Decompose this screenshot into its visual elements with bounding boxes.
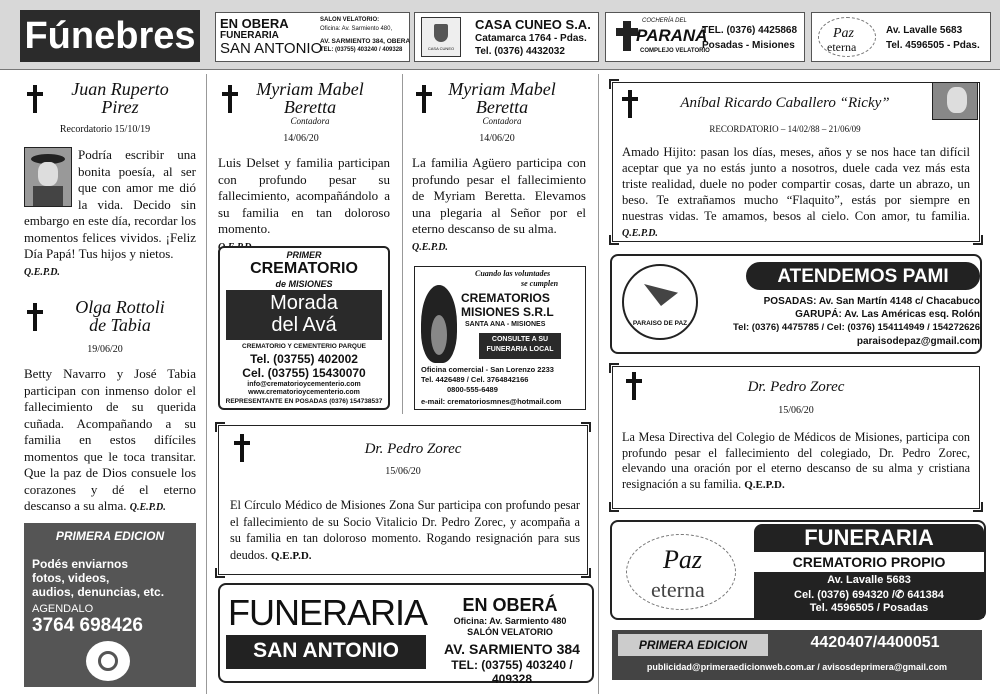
qepd: Q.E.P.D. bbox=[129, 502, 166, 513]
ad-casa-cuneo[interactable] bbox=[414, 12, 599, 62]
ad-obera-header[interactable] bbox=[215, 12, 410, 62]
obituary-name: Beretta bbox=[475, 97, 529, 117]
ad-paz-eterna[interactable]: Paz eterna FUNERARIA CREMATORIO PROPIO Av. Lavalle 5683 Cel. (0376) 694320 /✆ 641384 Tel. 4596505 / Posadas bbox=[610, 520, 986, 620]
frame-corner bbox=[609, 79, 619, 89]
ad-line: Podés enviarnos bbox=[32, 557, 129, 571]
ad-line: TEL: (03755) 403240 / 409328 bbox=[320, 47, 403, 53]
cross-icon bbox=[414, 85, 434, 113]
obituary-profession: Contadora bbox=[290, 116, 330, 126]
ad-line: CASA CUNEO S.A. bbox=[475, 17, 591, 32]
paz-eterna-logo: Paz eterna bbox=[626, 534, 736, 610]
obituary-name: Pirez bbox=[101, 97, 139, 117]
frame-corner bbox=[215, 568, 225, 578]
ad-line: AV. SARMIENTO 384, OBERA bbox=[320, 38, 411, 45]
ad-line: COMPLEJO VELATORIO bbox=[640, 48, 710, 54]
flame-icon bbox=[421, 285, 457, 363]
column-divider bbox=[402, 74, 403, 414]
obituary-text: Amado Hijito: pasan los días, meses, años y se nos hace tan difícil aceptar que ya no estás junto a nosotros, duele cada vez más esta triste realidad, duele no poder compartir cosas, darte un abrazo, un beso. Te extrañamos mucho “Flaquito”, estás por siempre en nuestras vidas. Te amamos, besos al cielo. Con amor, tu familia. Q.E.P.D. bbox=[622, 145, 970, 239]
obituary-date: 14/06/20 bbox=[479, 133, 515, 144]
ad-paz-eterna-header[interactable] bbox=[811, 12, 991, 62]
frame-corner bbox=[973, 502, 983, 512]
obituary-name: Myriam Mabel bbox=[256, 79, 364, 99]
cross-icon bbox=[620, 90, 640, 118]
frame-corner bbox=[973, 235, 983, 245]
cross-icon bbox=[25, 303, 45, 331]
obituary-name: Myriam Mabel bbox=[448, 79, 556, 99]
dove-logo-icon: PARAISO DE PAZ bbox=[622, 264, 698, 340]
ad-parana[interactable] bbox=[605, 12, 805, 62]
ad-line: FUNERARIA bbox=[220, 30, 279, 41]
obituary-text: Betty Navarro y José Tabia participan con inmenso dolor el fallecimiento de su querida cuñada. Acompañando a su familia en estos difíciles momentos que le toca transitar. Que la paz de Dios consuele los corazones y dé el eterno descanso a su alma. Q.E.P.D. bbox=[24, 366, 196, 513]
qepd: Q.E.P.D. bbox=[412, 241, 448, 253]
obituary-date: 19/06/20 bbox=[87, 344, 123, 355]
brand-logo: PRIMERA EDICION bbox=[618, 634, 768, 656]
ad-line: AGENDALO bbox=[32, 603, 94, 615]
obituary-date: RECORDATORIO – 14/02/88 – 21/06/09 bbox=[709, 124, 861, 134]
column-divider bbox=[206, 74, 207, 694]
qepd: Q.E.P.D. bbox=[24, 266, 60, 278]
obituary-text: La Mesa Directiva del Colegio de Médicos de Misiones, participa con profundo pesar el fallecimiento del colegiado, Dr. Pedro Zorec, elevando una oración por el eterno descanso de su alma y cristiana resignación a su familia. Q.E.P.D. bbox=[622, 430, 970, 491]
frame-corner bbox=[581, 422, 591, 432]
obituary-name: de Tabia bbox=[89, 315, 151, 335]
qepd: Q.E.P.D. bbox=[271, 549, 312, 562]
obituary-date: 15/06/20 bbox=[385, 466, 421, 477]
ad-line: EN OBERA bbox=[220, 16, 289, 31]
ad-primera-edicion[interactable] bbox=[24, 523, 196, 687]
ad-phone: 3764 698426 bbox=[32, 615, 143, 636]
ad-crematorios-misiones[interactable]: Cuando las voluntades se cumplen CREMATORIOS MISIONES S.R.L SANTA ANA - MISIONES CONSULTE A SU FUNERARIA LOCAL Oficina comercial - San Lorenzo 2233 Tel. 4426489 / Cel. 3764842166 0800-555-6489 e-mail: crematoriosmnes@hotmail.com bbox=[414, 266, 586, 410]
ad-line: Oficina: Av. Sarmiento 480, bbox=[320, 26, 393, 32]
obituary-name: Olga Rottoli bbox=[75, 297, 165, 317]
ad-primera-edicion-contact[interactable]: PRIMERA EDICION 4420407/4400051 publicidad@primeraedicionweb.com.ar / avisosdeprimera@gmail.com bbox=[612, 630, 982, 680]
ad-banner: SAN ANTONIO bbox=[226, 635, 426, 669]
column-divider bbox=[598, 74, 599, 694]
ad-paraiso-de-paz[interactable]: PARAISO DE PAZ ATENDEMOS PAMI POSADAS: Av. San Martín 4148 c/ Chacabuco GARUPÁ: Av. Las Américas esq. Rolón Tel: (0376) 4475785 / Cel: (0376) 154114949 / 154272626 paraisodepaz@gmail.com bbox=[610, 254, 982, 354]
obituary-name: Beretta bbox=[283, 97, 337, 117]
ad-line: Posadas - Misiones bbox=[702, 40, 795, 51]
obituary-date: 14/06/20 bbox=[283, 133, 319, 144]
cross-logo-icon bbox=[616, 21, 638, 51]
ad-line: audios, denuncias, etc. bbox=[32, 585, 165, 599]
ad-line: COCHERÍA DEL bbox=[642, 18, 687, 24]
portrait-photo bbox=[932, 82, 978, 120]
whatsapp-icon bbox=[86, 641, 130, 681]
ad-line: SALON VELATORIO: bbox=[320, 17, 380, 23]
ad-line: Tel. (0376) 4432032 bbox=[475, 46, 565, 57]
ad-funeraria-san-antonio[interactable]: FUNERARIA SAN ANTONIO EN OBERÁ Oficina: Av. Sarmiento 480 SALÓN VELATORIO AV. SARMIENTO 384 TEL: (03755) 403240 / 409328 bbox=[218, 583, 594, 683]
obituary-name: Dr. Pedro Zorec bbox=[364, 441, 462, 457]
ad-banner: FUNERARIA bbox=[754, 524, 984, 552]
ad-line: SAN ANTONIO bbox=[220, 40, 323, 57]
ad-line: Av. Lavalle 5683 bbox=[886, 25, 963, 36]
ad-line: Catamarca 1764 - Pdas. bbox=[475, 33, 587, 44]
frame-corner bbox=[215, 422, 225, 432]
cross-icon bbox=[25, 85, 45, 113]
obituary-text: El Círculo Médico de Misiones Zona Sur participa con profundo pesar el fallecimiento de su Socio Vitalicio Dr. Pedro Zorec, y acompaña a su familia en tan doloroso momento. Rogando resignación para sus deudos. Q.E.P.D. bbox=[230, 498, 580, 562]
obituary-profession: Contadora bbox=[482, 116, 522, 126]
section-title: Fúnebres bbox=[20, 10, 200, 62]
frame-corner bbox=[609, 502, 619, 512]
shield-icon bbox=[434, 24, 448, 42]
ad-morada-del-ava[interactable]: PRIMER CREMATORIO de MISIONES Morada del Avá CREMATORIO Y CEMENTERIO PARQUE Tel. (03755) 402002 Cel. (03755) 15430070 info@crematorioycementerio.com www.crematorioycementerio.com REPRESENTANTE EN POSADAS (0376) 154738537 bbox=[218, 246, 390, 410]
ad-line: PARANÁ bbox=[636, 26, 708, 45]
paz-eterna-logo: Paz eterna bbox=[818, 17, 876, 57]
ad-line: fotos, videos, bbox=[32, 571, 110, 585]
cross-icon bbox=[220, 85, 240, 113]
frame-corner bbox=[581, 568, 591, 578]
qepd: Q.E.P.D. bbox=[622, 228, 658, 239]
pami-banner: ATENDEMOS PAMI bbox=[746, 262, 980, 290]
cuneo-logo: CASA CUNEO bbox=[421, 17, 461, 57]
ad-line: Tel. 4596505 - Pdas. bbox=[886, 40, 980, 51]
obituary-name: Juan Ruperto bbox=[71, 79, 169, 99]
obituary-text: Podría escribir una bonita poesía, al ser que con amor me dió la vida. Decido sin embargo en este día, recordar los momentos felices vividos. ¡Feliz Día Papá! Tus hijos y nietos. Q.E.P.D. bbox=[24, 147, 196, 278]
frame-corner bbox=[609, 235, 619, 245]
obituary-date: Recordatorio 15/10/19 bbox=[59, 124, 151, 135]
frame-corner bbox=[609, 363, 619, 373]
obituary-date: 15/06/20 bbox=[778, 405, 814, 416]
obituary-text: La familia Agüero participa con profundo pesar el fallecimiento de Myriam Beretta. Elevamos una plegaria al Señor por el eterno descanso de su alma. Q.E.P.D. bbox=[412, 155, 586, 253]
ad-line: TEL. (0376) 4425868 bbox=[702, 25, 798, 36]
consult-badge: CONSULTE A SU FUNERARIA LOCAL bbox=[479, 333, 561, 359]
ad-banner: Morada del Avá bbox=[226, 290, 382, 340]
obituary-name: Aníbal Ricardo Caballero “Ricky” bbox=[680, 95, 890, 111]
obituary-text: Luis Delset y familia participan con profundo pesar su fallecimiento, acompañándolo a su familia en tan doloroso momento. bbox=[218, 155, 390, 256]
qepd: Q.E.P.D. bbox=[744, 478, 785, 491]
obituary-name: Dr. Pedro Zorec bbox=[747, 379, 845, 395]
ad-contact-block: Av. Lavalle 5683 Cel. (0376) 694320 /✆ 641384 Tel. 4596505 / Posadas bbox=[754, 572, 984, 618]
brand-logo: PRIMERA EDICION bbox=[55, 529, 165, 543]
